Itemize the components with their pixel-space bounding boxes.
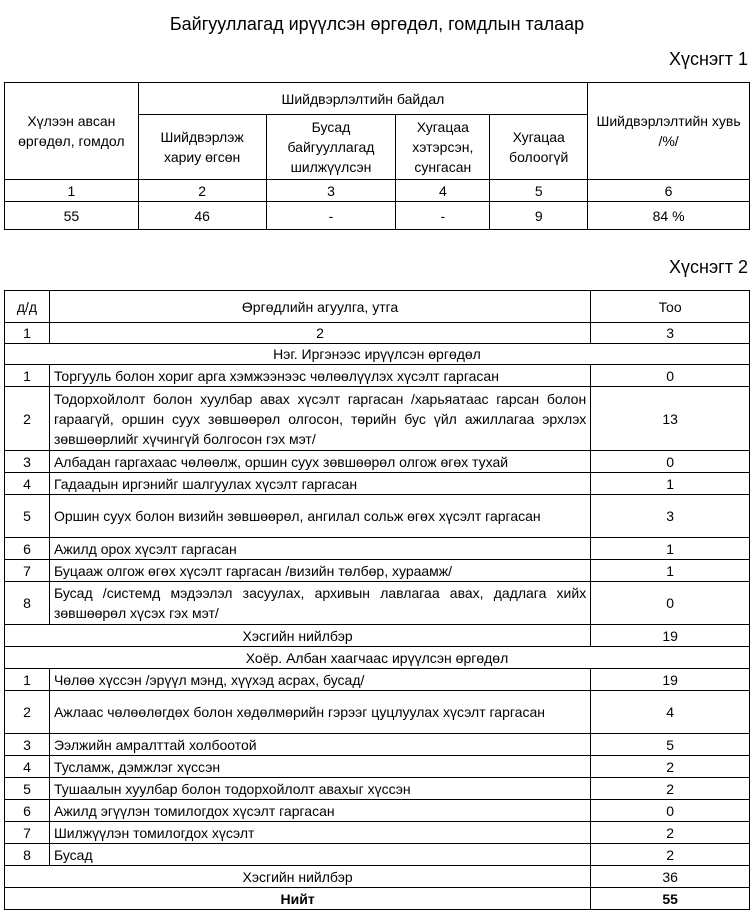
row-count: 1 (591, 538, 750, 560)
row-count: 1 (591, 473, 750, 495)
row-text: Шилжүүлэн томилогдох хүсэлт (49, 822, 590, 844)
header-count: Тоо (591, 291, 750, 323)
row-count: 5 (591, 734, 750, 756)
row-count: 1 (591, 560, 750, 582)
value-answered: 46 (138, 202, 266, 230)
col-num: 4 (396, 180, 490, 202)
col-num: 1 (5, 323, 50, 344)
row-count: 13 (591, 387, 750, 451)
row-text: Бусад (49, 844, 590, 866)
header-transferred: Бусад байгууллагад шилжүүлсэн (266, 115, 396, 180)
col-num: 6 (588, 180, 750, 202)
summary-table (4, 82, 750, 230)
row-count: 0 (591, 800, 750, 822)
row-no: 6 (5, 800, 50, 822)
row-count: 4 (591, 691, 750, 734)
header-no: д/д (5, 291, 50, 323)
row-count: 2 (591, 844, 750, 866)
row-no: 5 (5, 495, 50, 538)
row-text: Албадан гаргахаас чөлөөлж, оршин суух зөвшөөрөл олгож өгөх тухай (49, 451, 590, 473)
value-overdue: - (396, 202, 490, 230)
row-count: 2 (591, 822, 750, 844)
row-count: 2 (591, 778, 750, 800)
value-pending: 9 (490, 202, 588, 230)
subtotal-value: 19 (591, 625, 750, 647)
header-status: Шийдвэрлэлтийн байдал (138, 83, 587, 115)
row-count: 0 (591, 582, 750, 625)
col-num: 2 (138, 180, 266, 202)
row-count: 2 (591, 756, 750, 778)
row-text: Торгууль болон хориг арга хэмжээнээс чөлөөлүүлэх хүсэлт гаргасан (49, 365, 590, 387)
row-no: 7 (5, 560, 50, 582)
header-content: Өргөдлийн агуулга, утга (49, 291, 590, 323)
header-overdue: Хугацаа хэтэрсэн, сунгасан (396, 115, 490, 180)
row-text: Чөлөө хүссэн /эрүүл мэнд, хүүхэд асрах, бусад/ (49, 669, 590, 691)
row-text: Тусламж, дэмжлэг хүссэн (49, 756, 590, 778)
row-text: Тодорхойлолт болон хуулбар авах хүсэлт гаргасан /харьяатаас гарсан болон гараагүй, оршин суух зөвшөөрөл олгосон, төрийн бус үйл ажиллагаа эрхлэх зөвшөөрлийг хүчингүй болгосон гэх мэт/ (49, 387, 590, 451)
row-text: Ээлжийн амралттай холбоотой (49, 734, 590, 756)
col-num: 3 (591, 323, 750, 344)
section-title: Хоёр. Албан хаагчаас ирүүлсэн өргөдөл (5, 647, 750, 669)
table1-label: Хүснэгт 1 (669, 49, 748, 69)
col-num: 2 (49, 323, 590, 344)
row-count: 0 (591, 451, 750, 473)
row-count: 0 (591, 365, 750, 387)
row-no: 8 (5, 582, 50, 625)
row-no: 4 (5, 473, 50, 495)
value-percent: 84 % (588, 202, 750, 230)
row-no: 1 (5, 365, 50, 387)
row-text: Оршин суух болон визийн зөвшөөрөл, ангилал сольж өгөх хүсэлт гаргасан (49, 495, 590, 538)
row-no: 4 (5, 756, 50, 778)
header-answered: Шийдвэрлэж хариу өгсөн (138, 115, 266, 180)
row-no: 5 (5, 778, 50, 800)
row-no: 8 (5, 844, 50, 866)
value-transferred: - (266, 202, 396, 230)
row-text: Ажилд эгүүлэн томилогдох хүсэлт гаргасан (49, 800, 590, 822)
row-no: 3 (5, 734, 50, 756)
value-received: 55 (5, 202, 139, 230)
row-text: Ажилд орох хүсэлт гаргасан (49, 538, 590, 560)
row-no: 2 (5, 387, 50, 451)
row-text: Гадаадын иргэнийг шалгуулах хүсэлт гаргасан (49, 473, 590, 495)
row-no: 2 (5, 691, 50, 734)
row-count: 19 (591, 669, 750, 691)
subtotal-label: Хэсгийн нийлбэр (5, 625, 591, 647)
total-value: 55 (591, 888, 750, 910)
row-text: Бусад /системд мэдээлэл засуулах, архивын лавлагаа авах, дадлага хийх зөвшөөрөл хүсэх гэх мэт/ (49, 582, 590, 625)
header-percent: Шийдвэрлэлтийн хувь /%/ (588, 83, 750, 180)
section-title: Нэг. Иргэнээс ирүүлсэн өргөдөл (5, 344, 750, 365)
table2-label: Хүснэгт 2 (669, 257, 748, 277)
row-no: 3 (5, 451, 50, 473)
page-title: Байгууллагад ирүүлсэн өргөдөл, гомдлын талаар (169, 14, 585, 34)
row-text: Буцааж олгож өгөх хүсэлт гаргасан /визийн төлбөр, хураамж/ (49, 560, 590, 582)
col-num: 5 (490, 180, 588, 202)
subtotal-label: Хэсгийн нийлбэр (5, 866, 591, 888)
row-no: 1 (5, 669, 50, 691)
row-count: 3 (591, 495, 750, 538)
details-table (4, 290, 750, 910)
row-text: Ажлаас чөлөөлөгдөх болон хөдөлмөрийн гэрээг цуцлуулах хүсэлт гаргасан (49, 691, 590, 734)
row-no: 6 (5, 538, 50, 560)
total-label: Нийт (5, 888, 591, 910)
subtotal-value: 36 (591, 866, 750, 888)
header-pending: Хугацаа болоогүй (490, 115, 588, 180)
col-num: 3 (266, 180, 396, 202)
col-num: 1 (5, 180, 139, 202)
row-no: 7 (5, 822, 50, 844)
row-text: Тушаалын хуулбар болон тодорхойлолт авахыг хүссэн (49, 778, 590, 800)
header-received: Хүлээн авсан өргөдөл, гомдол (5, 83, 139, 180)
